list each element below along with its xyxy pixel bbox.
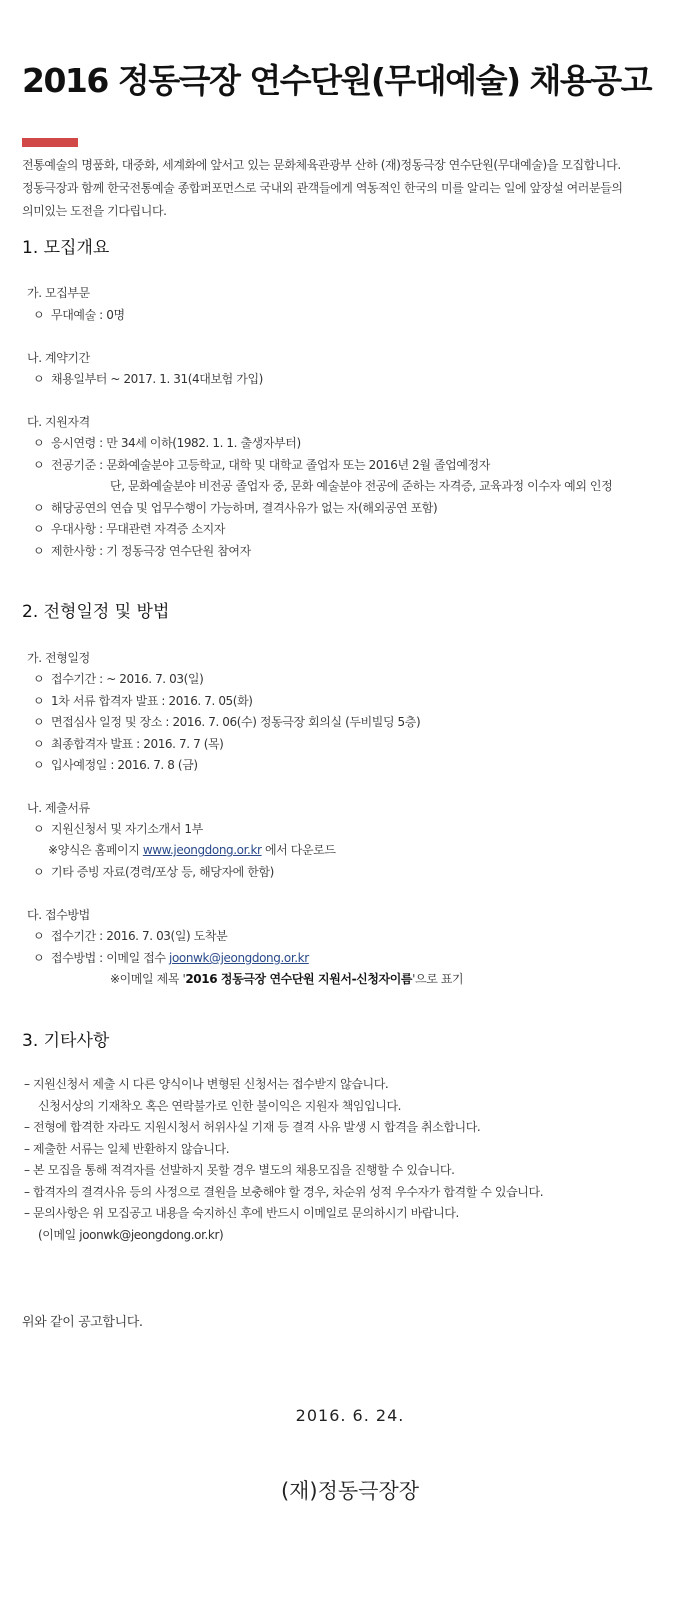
note-text: '으로 표기 <box>412 972 464 986</box>
list-item <box>33 712 420 732</box>
bullet-icon: ㅇ <box>33 865 45 879</box>
list-item <box>33 433 301 453</box>
note-text: 에서 다운로드 <box>261 843 336 857</box>
section-2-heading: 2. 전형일정 및 방법 <box>22 602 170 622</box>
list-item <box>33 305 125 325</box>
bullet-icon: ㅇ <box>33 522 45 536</box>
accent-bar <box>22 138 78 147</box>
bullet-icon: ㅇ <box>33 372 45 386</box>
list-item-continuation: 단, 문화예술분야 비전공 졸업자 중, 문화 예술분야 전공에 준하는 자격증, 교육과정 이수자 예외 인정 <box>110 479 613 493</box>
list-item-continuation: 신청서상의 기재착오 혹은 연락불가로 인한 불이익은 지원자 책임입니다. <box>38 1099 402 1113</box>
bullet-icon: ㅇ <box>33 672 45 686</box>
list-item <box>33 519 225 539</box>
item-text: 접수기간 : 2016. 7. 03(일) 도착분 <box>51 929 228 943</box>
sec2-b-label: 나. 제출서류 <box>27 801 90 815</box>
item-text: 접수방법 : 이메일 접수 <box>51 951 170 965</box>
note-text: ※이메일 제목 ' <box>110 972 186 986</box>
bullet-icon: ㅇ <box>33 758 45 772</box>
item-text: 채용일부터 ~ 2017. 1. 31(4대보험 가입) <box>51 372 263 386</box>
bullet-icon: ㅇ <box>33 822 45 836</box>
list-item <box>33 669 203 689</box>
bullet-icon: ㅇ <box>33 951 45 965</box>
list-item: – 문의사항은 위 모집공고 내용을 숙지하신 후에 반드시 이메일로 문의하시기 바랍니다. <box>24 1206 459 1220</box>
organization-signature: (재)정동극장장 <box>280 1479 420 1503</box>
bullet-icon: ㅇ <box>33 737 45 751</box>
item-text: 전공기준 : 문화예술분야 고등학교, 대학 및 대학교 졸업자 또는 2016년 2월 졸업예정자 <box>51 458 490 472</box>
form-download-note <box>48 840 336 860</box>
list-item <box>33 926 227 946</box>
section-1-heading: 1. 모집개요 <box>22 238 110 258</box>
item-text: 기타 증빙 자료(경력/포상 등, 해당자에 한함) <box>51 865 274 879</box>
page-title: 2016 정동극장 연수단원(무대예술) 채용공고 <box>22 61 652 100</box>
sec2-a-label: 가. 전형일정 <box>27 651 90 665</box>
item-text: 접수기간 : ~ 2016. 7. 03(일) <box>51 672 204 686</box>
intro-paragraph <box>22 154 672 223</box>
list-item <box>33 541 251 561</box>
item-text: 입사예정일 : 2016. 7. 8 (금) <box>51 758 198 772</box>
note-bold-text: 2016 정동극장 연수단원 지원서-신청자이름 <box>185 972 413 986</box>
list-item-continuation: (이메일 joonwk@jeongdong.or.kr) <box>38 1228 224 1242</box>
list-item: – 합격자의 결격사유 등의 사정으로 결원을 보충해야 할 경우, 차순위 성적 우수자가 합격할 수 있습니다. <box>24 1185 544 1199</box>
list-item <box>33 455 490 475</box>
item-text: 제한사항 : 기 정동극장 연수단원 참여자 <box>51 544 251 558</box>
intro-line: 의미있는 도전을 기다립니다. <box>22 204 167 218</box>
item-text: 무대예술 : 0명 <box>51 308 125 322</box>
sec1-a-label: 가. 모집부문 <box>27 286 90 300</box>
list-item <box>33 862 274 882</box>
email-subject-note <box>110 969 463 989</box>
item-text: 해당공연의 연습 및 업무수행이 가능하며, 결격사유가 없는 자(해외공연 포함) <box>51 501 438 515</box>
homepage-link[interactable]: www.jeongdong.or.kr <box>142 843 262 857</box>
bullet-icon: ㅇ <box>33 544 45 558</box>
intro-line: 전통예술의 명품화, 대중화, 세계화에 앞서고 있는 문화체육관광부 산하 (재)정동극장 연수단원(무대예술)을 모집합니다. <box>22 158 621 172</box>
list-item <box>33 691 253 711</box>
list-item: – 전형에 합격한 자라도 지원시청서 허위사실 기재 등 결격 사유 발생 시 합격을 취소합니다. <box>24 1120 481 1134</box>
list-item: – 지원신청서 제출 시 다른 양식이나 변형된 신청서는 접수받지 않습니다. <box>24 1077 389 1091</box>
bullet-icon: ㅇ <box>33 458 45 472</box>
list-item: – 제출한 서류는 일체 반환하지 않습니다. <box>24 1142 230 1156</box>
closing-statement: 위와 같이 공고합니다. <box>22 1315 143 1330</box>
bullet-icon: ㅇ <box>33 715 45 729</box>
section-3-heading: 3. 기타사항 <box>22 1031 110 1051</box>
bullet-icon: ㅇ <box>33 929 45 943</box>
list-item <box>33 819 203 839</box>
list-item <box>33 369 263 389</box>
note-text: ※양식은 홈페이지 <box>48 843 143 857</box>
list-item <box>33 755 198 775</box>
sec1-b-label: 나. 계약기간 <box>27 351 90 365</box>
item-text: 지원신청서 및 자기소개서 1부 <box>51 822 203 836</box>
item-text: 면접심사 일정 및 장소 : 2016. 7. 06(수) 정동극장 회의실 (두비빌딩 5층) <box>51 715 421 729</box>
list-item <box>33 498 437 518</box>
item-text: 1차 서류 합격자 발표 : 2016. 7. 05(화) <box>51 694 253 708</box>
item-text: 최종합격자 발표 : 2016. 7. 7 (목) <box>51 737 224 751</box>
bullet-icon: ㅇ <box>33 694 45 708</box>
list-item <box>33 734 223 754</box>
bullet-icon: ㅇ <box>33 308 45 322</box>
intro-line: 정동극장과 함께 한국전통예술 종합퍼포먼스로 국내외 관객들에게 역동적인 한국의 미를 알리는 일에 앞장설 여러분들의 <box>22 181 623 195</box>
list-item: – 본 모집을 통해 적격자를 선발하지 못할 경우 별도의 채용모집을 진행할 수 있습니다. <box>24 1163 455 1177</box>
notice-date: 2016. 6. 24. <box>295 1406 405 1425</box>
bullet-icon: ㅇ <box>33 501 45 515</box>
list-item <box>33 948 309 968</box>
bullet-icon: ㅇ <box>33 436 45 450</box>
sec1-c-label: 다. 지원자격 <box>27 415 90 429</box>
email-link[interactable]: joonwk@jeongdong.or.kr <box>169 951 309 965</box>
item-text: 우대사항 : 무대관련 자격증 소지자 <box>51 522 225 536</box>
sec2-c-label: 다. 접수방법 <box>27 908 90 922</box>
item-text: 응시연령 : 만 34세 이하(1982. 1. 1. 출생자부터) <box>51 436 301 450</box>
